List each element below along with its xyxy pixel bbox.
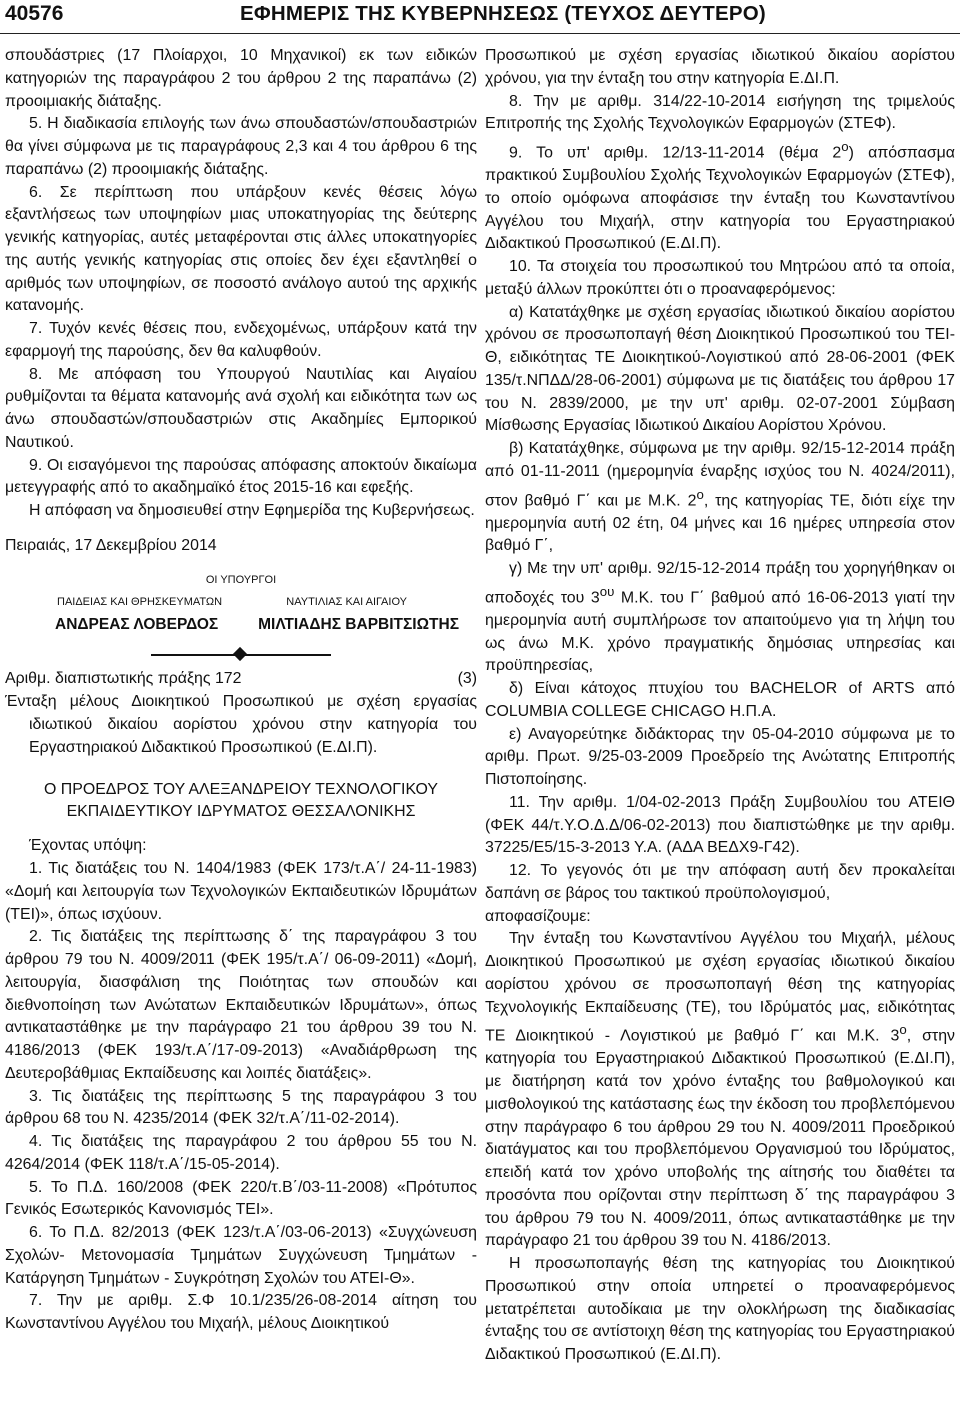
paragraph-8: 8. Με απόφαση του Υπουργού Ναυτιλίας και Αιγαίου ρυθμίζονται τα θέματα κατανομής ανά σχολή και ειδικότητα των ως άνω σπουδαστών/σπουδαστριών στις Ακαδημίες Εμπορικού Ναυτικού. <box>5 365 477 451</box>
recital-10: 10. Τα στοιχεία του προσωπικού του Μητρώου από τα οποία, μεταξύ άλλων προκύπτει ότι ο προαναφερόμενος: <box>485 258 955 298</box>
ministry-education: ΠΑΙΔΕΙΑΣ ΚΑΙ ΘΡΗΣΚΕΥΜΑΤΩΝ <box>57 595 223 608</box>
recital-11: 11. Την αριθμ. 1/04-02-2013 Πράξη Συμβουλίου του ΑΤΕΙΘ (ΦΕΚ 44/τ.Υ.Ο.Δ.Δ/06-02-2013) που διαπιστώθηκε με την αριθμ. 37225/Ε5/15-3-2013 Υ.Α. (ΑΔΑ ΒΕΔΧ9-Γ42). <box>485 793 955 857</box>
decision-keyword: αποφασίζουμε: <box>485 907 591 925</box>
decision-text: Την ένταξη του Κωνσταντίνου Αγγέλου του Μιχαήλ, μέλους Διοικητικού Προσωπικού με σχέση εργασίας ιδιωτικού δικαίου αορίστου χρόνου σε προσωποπαγή θέση της κατηγορίας Τεχνολογικής Εκπαίδευσης (ΤΕ), του Ιδρύματός μας, ειδικότητας ΤΕ Διοικητικού - Λογιστικού με βαθμό Γ΄ και Μ.Κ. $3^o$, στην κατηγορία του Εργαστηριακού Διδακτικού Προσωπικού (Ε.ΔΙ.Π), με διατήρηση κατά τον χρόνο ένταξης του βαθμολογικού και μισθολογικού της κατάστασης έως την έκδοση του προβλεπόμενου στην παράγραφο 6 του άρθρου 29 του Ν. 4009/2011 Προεδρικού διατάγματος και του προβλεπόμενου Οργανισμού του Ιδρύματος, επειδή κατά τον χρόνο υποβολής της αίτησής του διαθέτει τα προσόντα που ορίζονται στην περίπτωση δ΄ της παραγράφου 3 του άρθρου 79 του Ν. 4009/2011, όπως αντικαταστάθηκε με την παράγραφο 21 του άρθρου 39 του Ν. 4186/2013. <box>485 930 955 1250</box>
recital-2: 2. Τις διατάξεις της περίπτωσης δ΄ της παραγράφου 3 του άρθρου 79 του Ν. 4009/2011 (ΦΕΚ 195/τ.Α΄/ 06-09-2011) «Δομή, λειτουργία, διασφάλιση της Ποιότητας των σπουδών και διεθνοποίηση των Ανώτατων Εκπαιδευτικών Ιδρυμάτων», όπως αντικαταστάθηκε με την παράγραφο 21 του άρθρου 39 του Ν. 4186/2013 (ΦΕΚ 193/τ.Α΄/17-09-2013) «Αναδιάρθρωση της Δευτεροβάθμιας Εκπαίδευσης και λοιπές διατάξεις». <box>5 928 477 1082</box>
item-b: β) Κατατάχθηκε, σύμφωνα με την αριθμ. 92/15-12-2014 πράξη από 01-11-2011 (ημερομηνία έναρξης ισχύος του Ν. 4024/2011), στον βαθμό Γ΄ και με Μ.Κ. $2^o$, της κατηγορίας ΤΕ, διότι είχε την ημερομηνία αυτή 02 έτη, 04 μήνες και 16 ημέρες υπηρεσία στον βαθμό Γ΄, <box>485 440 955 555</box>
declaration-reference: Αριθμ. διαπιστωτικής πράξης 172 <box>5 670 242 688</box>
ministry-shipping: ΝΑΥΤΙΛΙΑΣ ΚΑΙ ΑΙΓΑΙΟΥ <box>286 595 407 608</box>
diamond-ornament-icon <box>233 647 247 661</box>
ministries-row <box>5 594 477 610</box>
recital-4: 4. Τις διατάξεις της παραγράφου 2 του άρθρου 55 του Ν. 4264/2014 (ΦΕΚ 118/τ.Α΄/15-05-2014). <box>5 1133 477 1173</box>
signatory-name: ΜΙΛΤΙΑΔΗΣ ΒΑΡΒΙΤΣΙΩΤΗΣ <box>258 615 459 633</box>
item-c: γ) Με την υπ' αριθμ. 92/15-12-2014 πράξη του χορηγήθηκαν οι αποδοχές του $3^{o\upsilon}$ Μ.Κ. του Γ΄ βαθμού από 16-06-2013 γιατί την ημερομηνία αυτή συμπλήρωσε τον απαιτούμενο για τη λήψη του ως άνω Μ.Κ. χρόνο πραγματικής δημόσιας υπηρεσίας και προϋπηρεσίας, <box>485 560 955 675</box>
declaration-title: Ένταξη μέλους Διοικητικού Προσωπικού με σχέση εργασίας ιδιωτικού δικαίου αορίστου χρόνου στην κατηγορία του Εργαστηριακού Διδακτικού Προσωπικού (Ε.ΔΙ.Π). <box>5 693 477 756</box>
recital-9: 9. Το υπ' αριθμ. 12/13-11-2014 (θέμα $2^o$) απόσπασμα πρακτικού Συμβουλίου Σχολής Τεχνολογικών Εφαρμογών (ΣΤΕΦ), το οποίο ομόφωνα αποφάσισε την ένταξη του Κωνσταντίνου Αγγέλου του Μιχαήλ, στην κατηγορία του Εργαστηριακού Διδακτικού Προσωπικού (Ε.ΔΙ.Π). <box>485 139 955 253</box>
paragraph-9: 9. Οι εισαγόμενοι της παρούσας απόφασης αποκτούν δικαίωμα μετεγγραφής από το ακαδημαϊκό έτος 2015-16 και εφεξής. <box>5 456 477 497</box>
recital-7-continued: Προσωπικού με σχέση εργασίας ιδιωτικού δικαίου αορίστου χρόνου, για την ένταξη του στην κατηγορία Ε.ΔΙ.Π. <box>485 47 955 87</box>
issuer-line: ΕΚΠΑΙΔΕΥΤΙΚΟΥ ΙΔΡΥΜΑΤΟΣ ΘΕΣΣΑΛΟΝΙΚΗΣ <box>66 803 416 821</box>
signatories-row <box>5 614 477 637</box>
right-column <box>485 45 955 1367</box>
recital-8: 8. Την με αριθμ. 314/22-10-2014 εισήγηση της τριμελούς Επιτροπής της Σχολής Τεχνολογικών Εφαρμογών (ΣΤΕΦ). <box>485 92 955 133</box>
final-paragraph: Η προσωποπαγής θέση της κατηγορίας του Διοικητικού Προσωπικού στην οποία υπηρετεί ο προαναφερόμενος μετατρέπεται αυτοδίκαια με την ολοκλήρωση της διαδικασίας ένταξης του σε αντίστοιχη θέση της κατηγορίας του Εργαστηριακού Διδακτικού Προσωπικού (Ε.ΔΙ.Π). <box>485 1255 955 1364</box>
ministers-title: ΟΙ ΥΠΟΥΡΓΟΙ <box>205 573 277 586</box>
item-e: ε) Αναγορεύτηκε διδάκτορας την 05-04-2010 σύμφωνα με το αριθμ. Πρωτ. 9/25-03-2009 Προεδρείο της Ανώτατης Επιτροπής Πιστοποίησης. <box>485 725 955 789</box>
recital-1: 1. Τις διατάξεις του Ν. 1404/1983 (ΦΕΚ 173/τ.Α΄/ 24-11-1983) «Δομή και λειτουργία των Τεχνολογικών Εκπαιδευτικών Ιδρυμάτων (ΤΕΙ)», όπως ισχύουν. <box>5 860 477 923</box>
header-rule <box>0 33 960 34</box>
publish-order: Η απόφαση να δημοσιευθεί στην Εφημερίδα της Κυβερνήσεως. <box>29 502 475 519</box>
place-date: Πειραιάς, 17 Δεκεμβρίου 2014 <box>5 536 217 554</box>
recital-6: 6. Το Π.Δ. 82/2013 (ΦΕΚ 123/τ.Α΄/03-06-2013) «Συγχώνευση Σχολών- Μετονομασία Τμημάτων Συγχώνευση Τμημάτων - Κατάργηση Τμημάτων - Συγκρότηση Σχολών του ΑΤΕΙ-Θ». <box>5 1224 477 1287</box>
paragraph: σπουδάστριες (17 Πλοίαρχοι, 10 Μηχανικοί) εκ των ειδικών κατηγοριών της παραγράφου 2 του άρθρου 2 της παραπάνω (2) προοιμιακής διάταξης. <box>5 47 477 110</box>
paragraph-6: 6. Σε περίπτωση που υπάρξουν κενές θέσεις λόγω εξαντλήσεως των υποψηφίων μιας υποκατηγορίας της δεύτερης γενικής κατηγορίας, αυτές μεταφέρονται στις άλλες υποκατηγορίες της αυτής γενικής κατηγορίας στις οποίες δεν έχει εξαντληθεί ο αριθμός των υποψηφίων, σε ποσοστό ανάλογο αυτού της αρχικής κατανομής. <box>5 183 477 315</box>
page-number: 40576 <box>5 2 64 25</box>
recital-12: 12. Το γεγονός ότι με την απόφαση αυτή δεν προκαλείται δαπάνη σε βάρος του τακτικού προϋπολογισμού, <box>485 862 955 902</box>
journal-title: ΕΦΗΜΕΡΙΣ ΤΗΣ ΚΥΒΕΡΝΗΣΕΩΣ (ΤΕΥΧΟΣ ΔΕΥΤΕΡΟ) <box>240 2 766 25</box>
issuer-line: Ο ΠΡΟΕΔΡΟΣ ΤΟΥ ΑΛΕΞΑΝΔΡΕΙΟΥ ΤΕΧΝΟΛΟΓΙΚΟΥ <box>44 781 438 799</box>
declaration-number: (3) <box>457 670 477 688</box>
item-d: δ) Είναι κάτοχος πτυχίου του BACHELOR of ARTS από COLUMBIA COLLEGE CHICAGO Η.Π.Α. <box>485 680 955 720</box>
declaration-heading <box>5 668 477 691</box>
page-header <box>0 0 960 34</box>
left-column <box>5 45 477 1336</box>
recital-5: 5. Το Π.Δ. 160/2008 (ΦΕΚ 220/τ.Β΄/03-11-2008) «Πρότυπος Γενικός Εσωτερικός Κανονισμός ΤΕΙ». <box>5 1178 477 1219</box>
issuer-heading <box>5 779 477 823</box>
having-regard: Έχοντας υπόψη: <box>29 837 147 855</box>
recital-3: 3. Τις διατάξεις της περίπτωσης 5 της παραγράφου 3 του άρθρου 68 του Ν. 4235/2014 (ΦΕΚ 32/τ.Α΄/11-02-2014). <box>5 1087 477 1128</box>
paragraph-5: 5. Η διαδικασία επιλογής των άνω σπουδαστών/σπουδαστριών θα γίνει σύμφωνα με τις παραγράφους 2,3 και 4 του άρθρου 6 της παραπάνω (2) προοιμιακής διάταξης. <box>5 115 477 178</box>
section-divider <box>5 642 477 668</box>
item-a: α) Κατατάχθηκε με σχέση εργασίας ιδιωτικού δικαίου αορίστου χρόνου σε προσωποπαγή θέση Διοικητικού Προσωπικού του ΤΕΙ-Θ, ειδικότητας ΤΕ Διοικητικού-Λογιστικού από 28-06-2001 (ΦΕΚ 135/τ.ΝΠΔΔ/28-06-2001) σύμφωνα με τις διατάξεις του άρθρου 17 του Ν. 2839/2000, με την υπ' αριθμ. 02-07-2001 Σύμβαση Μίσθωσης Εργασίας Ιδιωτικού Δικαίου Αορίστου Χρόνου. <box>485 303 955 435</box>
signatory-name: ΑΝΔΡΕΑΣ ΛΟΒΕΡΔΟΣ <box>55 615 219 633</box>
paragraph-7: 7. Τυχόν κενές θέσεις που, ενδεχομένως, υπάρξουν κατά την εφαρμογή της παρούσης, δεν θα καλυφθούν. <box>5 320 477 360</box>
recital-7: 7. Την με αριθμ. Σ.Φ 10.1/235/26-08-2014 αίτηση του Κωνσταντίνου Αγγέλου του Μιχαήλ, μέλους Διοικητικού <box>5 1292 477 1332</box>
